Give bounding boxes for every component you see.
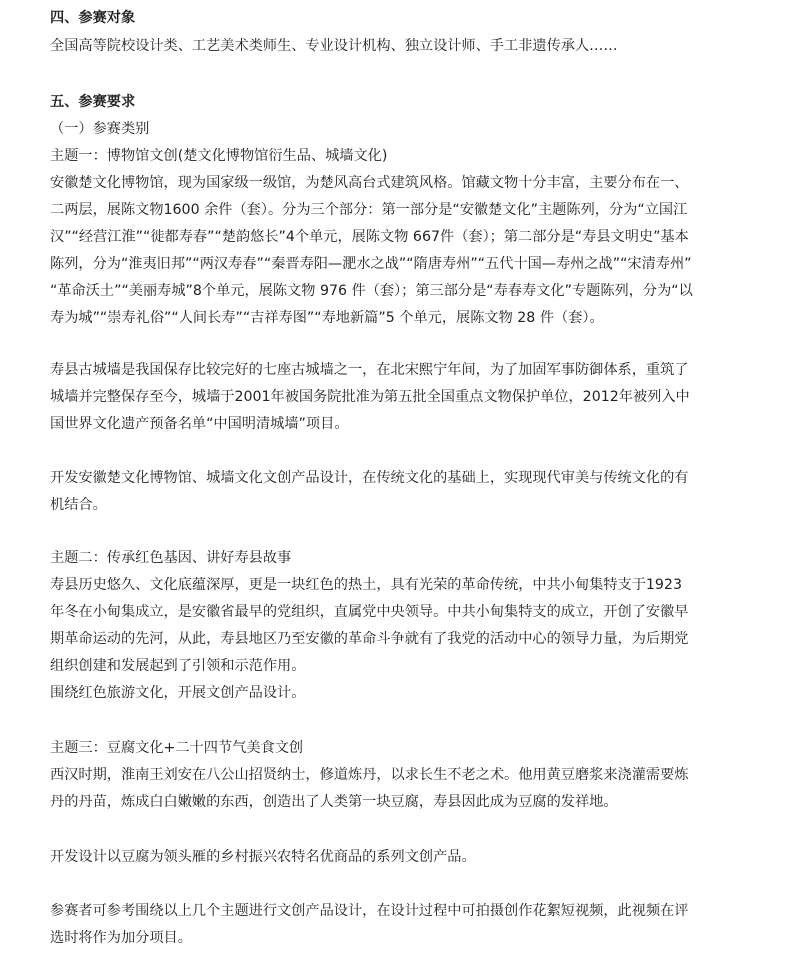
theme-1-para-1-line: 陈列，分为“淮夷旧邦”“两汉寿春”“秦晋寿阳—淝水之战”“隋唐寿州”“五代十国—寿州之战”“宋清寿州” (50, 256, 692, 272)
theme-1-para-1-line: 汉”“经营江淮”“徙都寿春”“楚韵悠长”4个单元，展陈文物 667件（套）；第二部分是“寿县文明史”基本 (50, 229, 689, 245)
closing-line: 选时将作为加分项目。 (50, 930, 192, 946)
theme-3-para-1-line: 西汉时期，淮南王刘安在八公山招贤纳士，修道炼丹，以求长生不老之术。他用黄豆磨浆来浇灌需要炼 (50, 767, 689, 783)
theme-1-para-2-line: 城墙并完整保存至今，城墙于2001年被国务院批准为第五批全国重点文物保护单位，2012年被列入中 (50, 389, 690, 405)
theme-1-para-2-line: 国世界文化遗产预备名单“中国明清城墙”项目。 (50, 416, 349, 432)
section-4-heading: 四、参赛对象 (50, 10, 136, 26)
theme-1-title: 主题一：博物馆文创(楚文化博物馆衍生品、城墙文化) (50, 148, 388, 164)
theme-1-para-3-line: 机结合。 (50, 497, 107, 513)
theme-1-para-1-line: “革命沃土”“美丽寿城”8个单元，展陈文物 976 件（套）；第三部分是“寿春寿文化”专题陈列，分为“以 (50, 283, 693, 299)
theme-1-para-1-line: 寿为城”“崇寿礼俗”“人间长寿”“吉祥寿图”“寿地新篇”5 个单元，展陈文物 28 件（套）。 (50, 310, 604, 326)
theme-2-para-1-line: 围绕红色旅游文化，开展文创产品设计。 (50, 685, 306, 701)
section-4-text: 全国高等院校设计类、工艺美术类师生、专业设计机构、独立设计师、手工非遗传承人…… (50, 38, 618, 54)
theme-1-para-1-line: 安徽楚文化博物馆，现为国家级一级馆，为楚风高台式建筑风格。馆藏文物十分丰富，主要分布在一、 (50, 175, 689, 191)
theme-1-para-3-line: 开发安徽楚文化博物馆、城墙文化文创产品设计，在传统文化的基础上，实现现代审美与传统文化的有 (50, 470, 689, 486)
theme-2-para-1-line: 年冬在小甸集成立，是安徽省最早的党组织，直属党中央领导。中共小甸集特支的成立，开创了安徽早 (50, 604, 689, 620)
theme-3-para-2-line: 开发设计以豆腐为领头雁的乡村振兴农特名优商品的系列文创产品。 (50, 849, 476, 865)
theme-2-para-1-line: 期革命运动的先河，从此，寿县地区乃至安徽的革命斗争就有了我党的活动中心的领导力量，为后期党 (50, 631, 689, 647)
theme-2-para-1-line: 寿县历史悠久、文化底蕴深厚，更是一块红色的热土，具有光荣的革命传统，中共小甸集特支于1923 (50, 577, 682, 593)
section-5-heading: 五、参赛要求 (50, 94, 136, 110)
theme-3-para-1-line: 丹的丹苗，炼成白白嫩嫩的东西，创造出了人类第一块豆腐，寿县因此成为豆腐的发祥地。 (50, 794, 618, 810)
theme-1-para-1-line: 二两层，展陈文物1600 余件（套）。分为三个部分：第一部分是“安徽楚文化”主题陈列，分为“立国江 (50, 202, 688, 218)
subsection-1-heading: （一）参赛类别 (50, 121, 150, 137)
theme-2-para-1-line: 组织创建和发展起到了引领和示范作用。 (50, 658, 306, 674)
theme-2-title: 主题二：传承红色基因、讲好寿县故事 (50, 550, 292, 566)
closing-line: 参赛者可参考围绕以上几个主题进行文创产品设计，在设计过程中可拍摄创作花絮短视频，此视频在评 (50, 903, 689, 919)
theme-3-title: 主题三：豆腐文化+二十四节气美食文创 (50, 740, 304, 756)
theme-1-para-2-line: 寿县古城墙是我国保存比较完好的七座古城墙之一，在北宋熙宁年间，为了加固军事防御体系，重筑了 (50, 362, 689, 378)
